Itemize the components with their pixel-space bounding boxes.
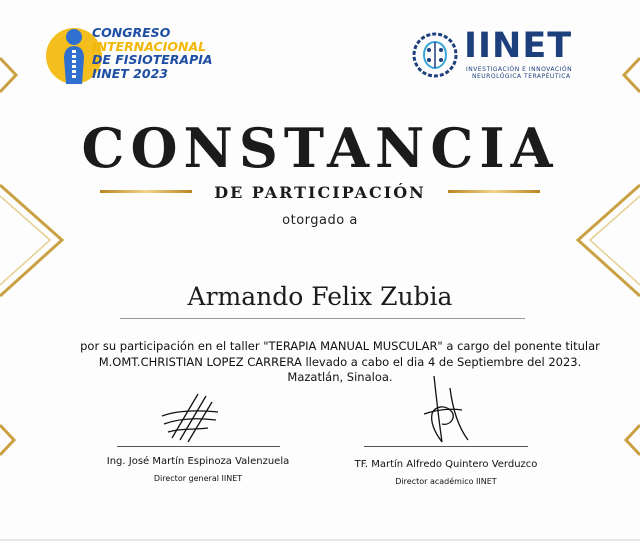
recipient-name: Armando Felix Zubia: [187, 282, 453, 311]
awarded-to-label: otorgado a: [282, 213, 358, 228]
body-line-2: M.OMT.CHRISTIAN LOPEZ CARRERA llevado a cabo el dia 4 de Septiembre del 2023.: [98, 354, 582, 369]
iinet-brand: IINET: [464, 26, 573, 66]
signatory-2-name: TF. Martín Alfredo Quintero Verduzco: [354, 459, 538, 470]
certificate-body: [60, 339, 620, 386]
certificate-subtitle: DE PARTICIPACIÓN: [214, 183, 426, 202]
congress-line-1: CONGRESO: [92, 25, 171, 40]
body-line-3: Mazatlán, Sinaloa.: [287, 370, 393, 384]
signature-2-line: [364, 446, 528, 447]
iinet-tagline-1: INVESTIGACIÓN E INNOVACIÓN: [466, 66, 573, 73]
iinet-tagline-2: NEUROLÓGICA TERAPÉUTICA: [472, 73, 571, 80]
certificate-title: CONSTANCIA: [81, 116, 559, 180]
congress-line-2: INTERNACIONAL: [92, 38, 207, 54]
signature-2-drawing: [416, 374, 472, 448]
congress-line-4: IINET 2023: [92, 65, 168, 81]
signatory-1-name: Ing. José Martín Espinoza Valenzuela: [106, 456, 290, 467]
brain-network-icon: [410, 30, 460, 80]
congress-logo: [44, 22, 224, 94]
congress-line-3: DE FISIOTERAPIA: [92, 52, 213, 67]
body-line-1: por su participación en el taller "TERAPIA MANUAL MUSCULAR" a cargo del ponente titular: [80, 339, 600, 353]
recipient-underline: [120, 318, 525, 319]
signatory-2-role: Director académico IINET: [395, 477, 497, 486]
signatory-1-role: Director general IINET: [153, 474, 243, 483]
signature-1-drawing: [158, 388, 222, 446]
signature-1-line: [117, 446, 280, 447]
iinet-logo: [410, 28, 600, 88]
